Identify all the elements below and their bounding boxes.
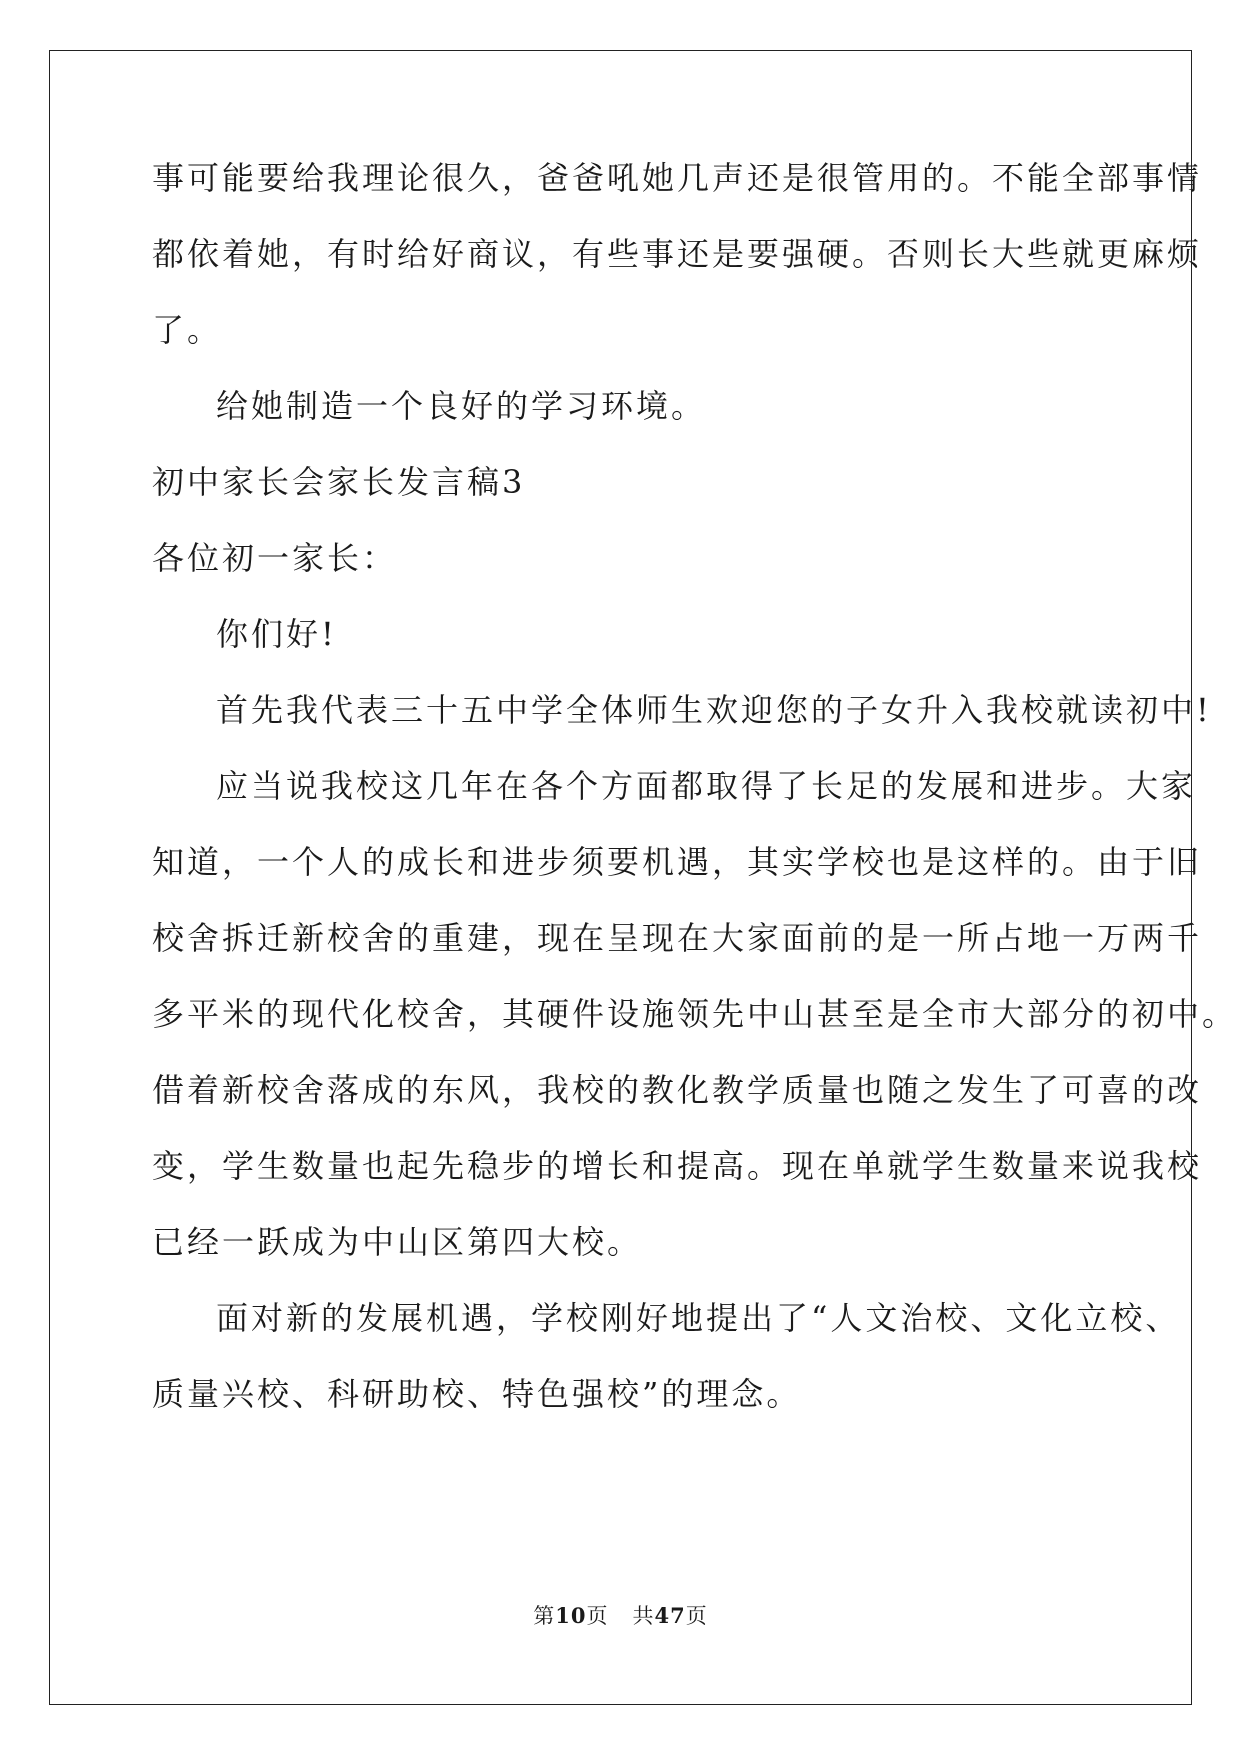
paragraph-line: 给她制造一个良好的学习环境。 bbox=[216, 387, 707, 425]
footer-total-prefix: 共 bbox=[632, 1604, 655, 1628]
paragraph-line: 多平米的现代化校舍，其硬件设施领先中山甚至是全市大部分的初中。 bbox=[152, 995, 1238, 1033]
page-footer bbox=[0, 1602, 1241, 1630]
section-heading: 初中家长会家长发言稿3 bbox=[152, 463, 526, 501]
paragraph-line: 面对新的发展机遇，学校刚好地提出了“人文治校、文化立校、 bbox=[216, 1299, 1181, 1337]
paragraph-line: 知道，一个人的成长和进步须要机遇，其实学校也是这样的。由于旧 bbox=[152, 843, 1203, 881]
paragraph-line: 首先我代表三十五中学全体师生欢迎您的子女升入我校就读初中! bbox=[216, 691, 1212, 729]
footer-page-suffix: 页 bbox=[586, 1604, 609, 1628]
footer-total-pages: 47 bbox=[654, 1603, 686, 1628]
paragraph-line: 质量兴校、科研助校、特色强校”的理念。 bbox=[152, 1375, 802, 1413]
paragraph-line: 了。 bbox=[152, 311, 223, 349]
footer-page-number: 10 bbox=[555, 1603, 587, 1628]
paragraph-line: 应当说我校这几年在各个方面都取得了长足的发展和进步。大家 bbox=[216, 767, 1197, 805]
footer-page-prefix: 第 bbox=[533, 1604, 556, 1628]
paragraph-line: 变，学生数量也起先稳步的增长和提高。现在单就学生数量来说我校 bbox=[152, 1147, 1203, 1185]
paragraph-line: 借着新校舍落成的东风，我校的教化教学质量也随之发生了可喜的改 bbox=[152, 1071, 1203, 1109]
greeting: 你们好! bbox=[216, 615, 337, 653]
paragraph-line: 事可能要给我理论很久，爸爸吼她几声还是很管用的。不能全部事情 bbox=[152, 159, 1203, 197]
salutation: 各位初一家长： bbox=[152, 539, 398, 577]
paragraph-line: 校舍拆迁新校舍的重建，现在呈现在大家面前的是一所占地一万两千 bbox=[152, 919, 1203, 957]
footer-total-suffix: 页 bbox=[685, 1604, 708, 1628]
paragraph-line: 已经一跃成为中山区第四大校。 bbox=[152, 1223, 643, 1261]
paragraph-line: 都依着她，有时给好商议，有些事还是要强硬。否则长大些就更麻烦 bbox=[152, 235, 1203, 273]
